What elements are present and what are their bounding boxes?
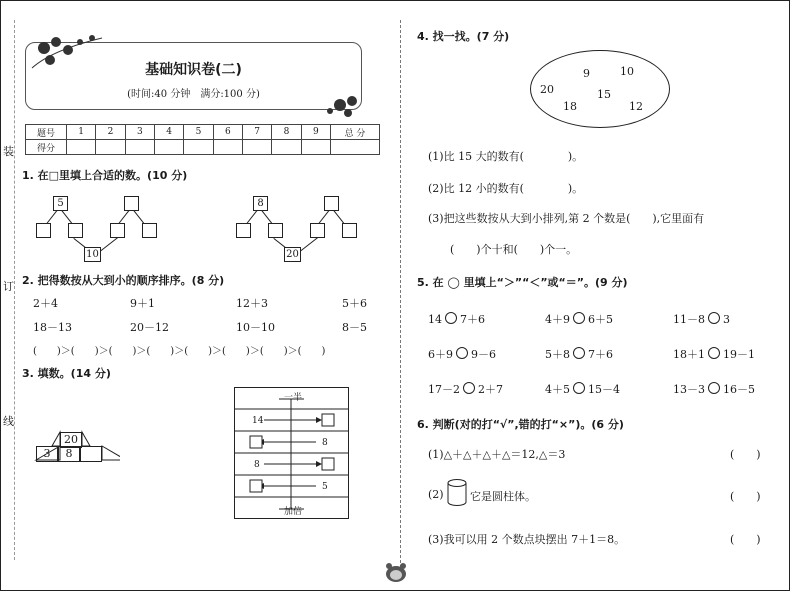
double-label: 加倍 [284, 507, 303, 517]
compare-item [673, 381, 755, 397]
oval-number: 15 [597, 88, 611, 101]
tree-top-box[interactable] [324, 196, 339, 211]
q4-title: 4. 找一找。(7 分) [417, 30, 510, 43]
score-header-cell: 1 [67, 125, 96, 140]
score-input-cell[interactable] [184, 140, 213, 155]
compare-left: 18＋1 [673, 348, 705, 361]
oval-number: 9 [583, 67, 590, 80]
half-label: 一半 [284, 393, 303, 403]
pyramid-cell: 3 [36, 446, 58, 462]
expr: 20－12 [130, 321, 169, 334]
score-input-cell[interactable] [272, 140, 301, 155]
order-answer-line[interactable]: ( )＞( )＞( )＞( )＞( )＞( )＞( )＞( ) [33, 346, 326, 357]
compare-left: 4＋5 [545, 383, 570, 396]
tree-leaf-box[interactable] [36, 223, 51, 238]
half-double-value: 8 [254, 460, 260, 470]
score-header-cell: 7 [242, 125, 271, 140]
pyramid-triangles [10, 430, 120, 464]
q4-sub2[interactable]: (2)比 12 小的数有( )。 [428, 182, 584, 195]
compare-right: 6＋5 [588, 313, 613, 326]
tree-top-box[interactable] [124, 196, 139, 211]
score-input-cell[interactable] [154, 140, 183, 155]
compare-item [545, 346, 613, 362]
half-double-value: 8 [322, 438, 328, 448]
q2-title: 2. 把得数按从大到小的顺序排序。(8 分) [22, 274, 225, 287]
half-double-diagram [234, 387, 349, 519]
cylinder-icon [446, 478, 468, 508]
q6-sub3: (3)我可以用 2 个数点块摆出 7＋1＝8。 [428, 533, 626, 546]
oval-number: 18 [563, 100, 577, 113]
compare-left: 11－8 [673, 313, 705, 326]
compare-circle[interactable] [573, 382, 585, 394]
half-double-value: 5 [322, 482, 328, 492]
half-double-value: 14 [252, 416, 264, 426]
q5-title: 5. 在 ◯ 里填上“＞”“＜”或“＝”。(9 分) [417, 276, 628, 289]
q6-sub2: 它是圆柱体。 [470, 490, 536, 503]
score-input-cell[interactable] [331, 140, 380, 155]
score-header-cell: 5 [184, 125, 213, 140]
flower-decoration-icon [320, 85, 375, 125]
score-header-cell: 6 [213, 125, 242, 140]
binding-char: 装 [3, 145, 14, 158]
compare-item [545, 311, 613, 327]
oval-number: 10 [620, 65, 634, 78]
score-header-cell: 题号 [26, 125, 67, 140]
compare-circle[interactable] [456, 347, 468, 359]
tree-leaf-box[interactable] [268, 223, 283, 238]
compare-item [673, 311, 730, 327]
page-subtitle: (时间:40 分钟 满分:100 分) [127, 89, 260, 100]
page-mascot-icon [383, 560, 409, 584]
pyramid-cell: 8 [58, 446, 80, 462]
compare-right: 19－1 [723, 348, 755, 361]
compare-right: 7＋6 [460, 313, 485, 326]
q6-sub2-prefix: (2) [428, 488, 444, 501]
tree-leaf-box[interactable] [310, 223, 325, 238]
compare-right: 2＋7 [478, 383, 503, 396]
column-divider [400, 20, 401, 568]
q6-sub1: (1)△＋△＋△＋△＝12,△＝3 [428, 448, 566, 461]
compare-left: 4＋9 [545, 313, 570, 326]
compare-right: 15－4 [588, 383, 620, 396]
q4-sub3[interactable]: (3)把这些数按从大到小排列,第 2 个数是( ),它里面有 [428, 212, 705, 225]
compare-left: 14 [428, 313, 442, 326]
score-input-cell[interactable] [213, 140, 242, 155]
compare-item [428, 346, 496, 362]
q1-title: 1. 在□里填上合适的数。(10 分) [22, 169, 188, 182]
oval-number: 12 [629, 100, 643, 113]
score-header-cell: 4 [154, 125, 183, 140]
tree-bottom-box: 20 [284, 247, 301, 262]
tree-leaf-box[interactable] [68, 223, 83, 238]
page-title: 基础知识卷(二) [145, 62, 242, 78]
score-input-cell[interactable] [96, 140, 125, 155]
expr: 9＋1 [130, 297, 155, 310]
q6-title: 6. 判断(对的打“√”,错的打“×”)。(6 分) [417, 418, 624, 431]
tree-leaf-box[interactable] [110, 223, 125, 238]
compare-left: 13－3 [673, 383, 705, 396]
compare-circle[interactable] [463, 382, 475, 394]
compare-circle[interactable] [573, 347, 585, 359]
score-input-cell[interactable] [125, 140, 154, 155]
compare-right: 7＋6 [588, 348, 613, 361]
tree-leaf-box[interactable] [342, 223, 357, 238]
tree-top-box: 5 [53, 196, 68, 211]
binding-line [14, 20, 15, 560]
q4-sub3-cont[interactable]: ( )个十和( )个一。 [450, 243, 578, 256]
expr: 12＋3 [236, 297, 268, 310]
binding-char: 线 [3, 415, 14, 428]
expr: 10－10 [236, 321, 275, 334]
expr: 2＋4 [33, 297, 58, 310]
oval-number: 20 [540, 83, 554, 96]
q6-answer[interactable]: ( ) [730, 448, 761, 461]
tree-leaf-box[interactable] [142, 223, 157, 238]
expr: 18－13 [33, 321, 72, 334]
score-table [25, 124, 380, 155]
score-header-cell: 8 [272, 125, 301, 140]
score-input-cell[interactable] [67, 140, 96, 155]
score-header-cell: 2 [96, 125, 125, 140]
compare-circle[interactable] [445, 312, 457, 324]
compare-circle[interactable] [708, 382, 720, 394]
score-input-cell[interactable] [242, 140, 271, 155]
compare-left: 5＋8 [545, 348, 570, 361]
compare-circle[interactable] [708, 347, 720, 359]
compare-circle[interactable] [708, 312, 720, 324]
pyramid-top: 20 [60, 432, 82, 448]
compare-right: 3 [723, 313, 730, 326]
score-header-cell: 3 [125, 125, 154, 140]
compare-item [428, 381, 503, 397]
compare-left: 6＋9 [428, 348, 453, 361]
q6-answer[interactable]: ( ) [730, 533, 761, 546]
compare-item [673, 346, 755, 362]
score-label-cell: 得分 [26, 140, 67, 155]
expr: 8－5 [342, 321, 367, 334]
score-header-cell: 总 分 [331, 125, 380, 140]
compare-right: 16－5 [723, 383, 755, 396]
tree-top-box: 8 [253, 196, 268, 211]
score-header-cell: 9 [301, 125, 330, 140]
compare-left: 17－2 [428, 383, 460, 396]
binding-char: 订 [3, 280, 14, 293]
q6-answer[interactable]: ( ) [730, 490, 761, 503]
q3-title: 3. 填数。(14 分) [22, 367, 111, 380]
compare-item [428, 311, 485, 327]
compare-right: 9－6 [471, 348, 496, 361]
tree-leaf-box[interactable] [236, 223, 251, 238]
expr: 5＋6 [342, 297, 367, 310]
score-input-cell[interactable] [301, 140, 330, 155]
q4-sub1[interactable]: (1)比 15 大的数有( )。 [428, 150, 584, 163]
compare-item [545, 381, 620, 397]
flower-decoration-icon [22, 28, 112, 88]
compare-circle[interactable] [573, 312, 585, 324]
tree-bottom-box: 10 [84, 247, 101, 262]
